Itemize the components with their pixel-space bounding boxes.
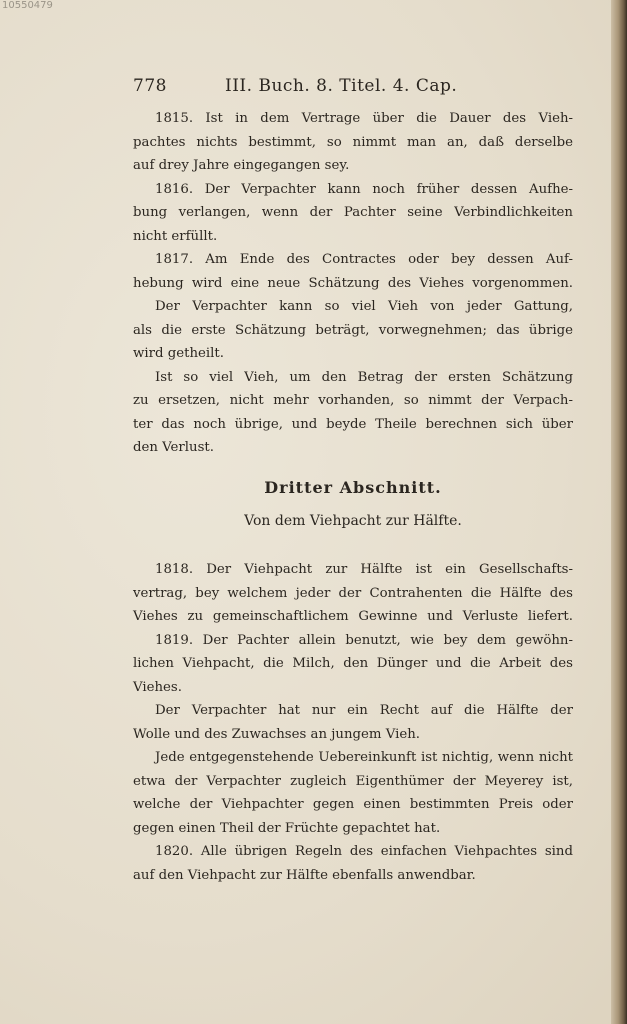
text-line: Der Verpachter kann so viel Vieh von jeder Gattung, <box>155 299 573 314</box>
text-line: 1815. Ist in dem Vertrage über die Dauer des Vieh- <box>155 111 573 126</box>
text-line: pachtes nichts bestimmt, so nimmt man an, daß derselbe <box>133 134 573 150</box>
library-stamp-id: 10550479 <box>2 0 53 11</box>
text-line: auf drey Jahre eingegangen sey. <box>133 158 350 173</box>
text-block-top <box>133 107 573 460</box>
text-line: Viehes zu gemeinschaftlichem Gewinne und Verluste liefert. <box>133 609 573 624</box>
text-line: 1817. Am Ende des Contractes oder bey dessen Auf- <box>155 252 573 267</box>
text-line: bung verlangen, wenn der Pachter seine Verbindlichkeiten <box>133 205 573 220</box>
text-line: 1820. Alle übrigen Regeln des einfachen Viehpachtes sind <box>155 844 573 859</box>
text-line: 1818. Der Viehpacht zur Hälfte ist ein Gesellschafts- <box>155 562 573 577</box>
text-line: ter das noch übrige, und beyde Theile berechnen sich über <box>133 416 573 432</box>
text-line: vertrag, bey welchem jeder der Contrahenten die Hälfte des <box>133 585 573 601</box>
text-line: wird getheilt. <box>133 346 224 361</box>
page-number: 778 <box>133 76 167 96</box>
text-line: als die erste Schätzung beträgt, vorwegnehmen; das übrige <box>133 322 573 338</box>
text-line: welche der Viehpachter gegen einen bestimmten Preis oder <box>133 797 573 812</box>
text-line: etwa der Verpachter zugleich Eigenthümer der Meyerey ist, <box>133 773 573 789</box>
running-title: III. Buch. 8. Titel. 4. Cap. <box>225 76 458 96</box>
text-line: 1816. Der Verpachter kann noch früher dessen Aufhe- <box>155 181 573 197</box>
book-spine-shadow <box>611 0 627 1024</box>
text-line: Wolle und des Zuwachses an jungem Vieh. <box>133 726 420 742</box>
text-line: lichen Viehpacht, die Milch, den Dünger und die Arbeit des <box>133 656 573 671</box>
text-line: gegen einen Theil der Früchte gepachtet hat. <box>133 820 441 836</box>
section-title: Dritter Abschnitt. <box>264 478 442 497</box>
section-subtitle: Von dem Viehpacht zur Hälfte. <box>244 513 462 529</box>
text-line: den Verlust. <box>133 440 214 455</box>
text-line: Der Verpachter hat nur ein Recht auf die Hälfte der <box>155 703 573 718</box>
text-line: Jede entgegenstehende Uebereinkunft ist nichtig, wenn nicht <box>155 750 573 765</box>
text-line: Viehes. <box>133 679 182 695</box>
text-line: hebung wird eine neue Schätzung des Viehes vorgenommen. <box>133 275 573 291</box>
text-line: Ist so viel Vieh, um den Betrag der ersten Schätzung <box>155 369 573 385</box>
text-line: zu ersetzen, nicht mehr vorhanden, so nimmt der Verpach- <box>133 393 573 408</box>
text-line: 1819. Der Pachter allein benutzt, wie bey dem gewöhn- <box>155 632 573 648</box>
text-block-bottom <box>133 558 573 887</box>
text-line: auf den Viehpacht zur Hälfte ebenfalls anwendbar. <box>133 867 476 883</box>
text-line: nicht erfüllt. <box>133 228 218 244</box>
